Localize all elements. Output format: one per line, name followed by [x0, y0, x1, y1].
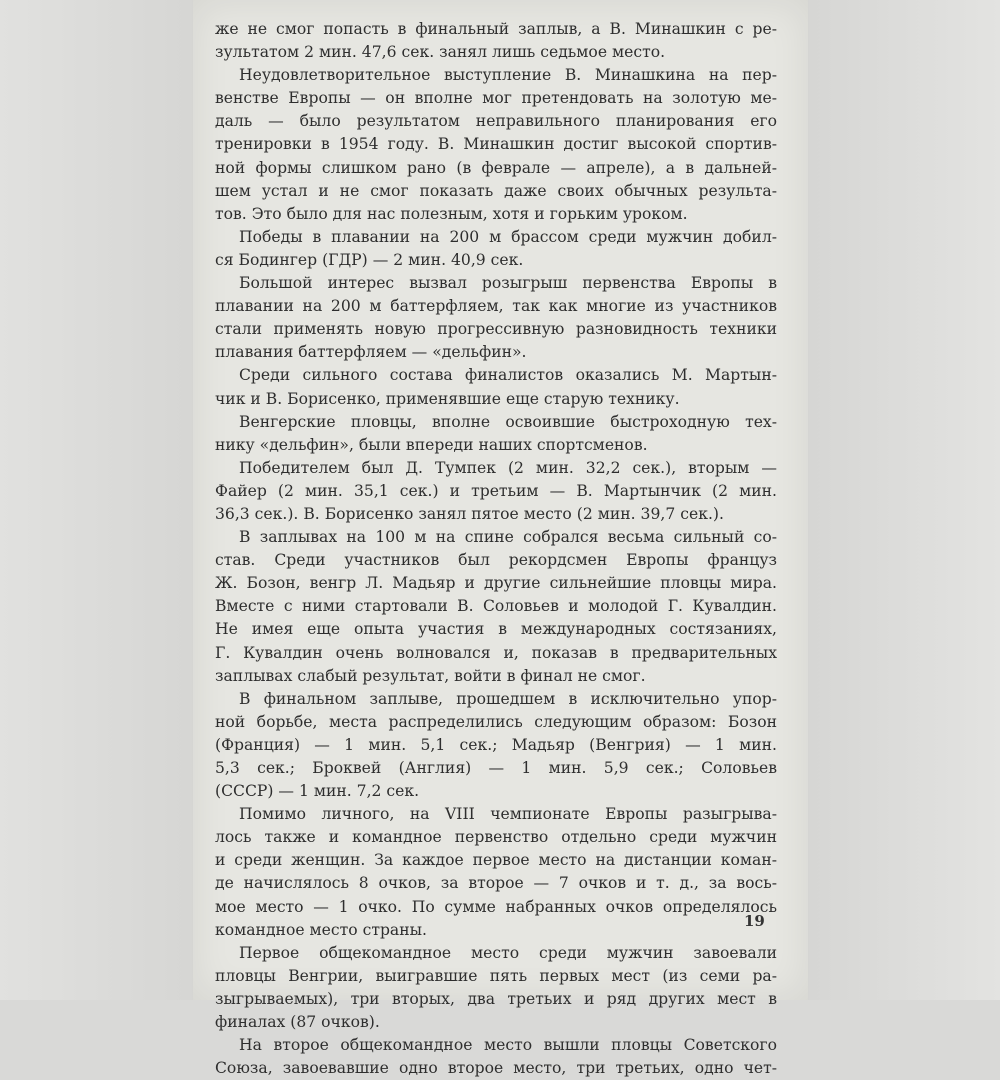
text-line: плавании на 200 м баттерфляем, так как многие из участников — [215, 297, 777, 316]
text-line: На второе общекомандное место вышли пловцы Советского — [239, 1036, 777, 1055]
text-line: (Франция) — 1 мин. 5,1 сек.; Мадьяр (Венгрия) — 1 мин. — [215, 735, 777, 754]
text-line: Помимо личного, на VIII чемпионате Европы разыгрыва- — [239, 805, 777, 824]
text-line: заплывах слабый результат, войти в финал не смог. — [215, 666, 646, 685]
text-line: шем устал и не смог показать даже своих обычных результа- — [215, 181, 777, 200]
text-line: лось также и командное первенство отдельно среди мужчин — [215, 828, 777, 847]
text-line: 36,3 сек.). В. Борисенко занял пятое место (2 мин. 39,7 сек.). — [215, 504, 724, 523]
text-line: ся Бодингер (ГДР) — 2 мин. 40,9 сек. — [215, 250, 524, 269]
text-line: ной формы слишком рано (в феврале — апреле), а в дальней- — [215, 158, 777, 177]
text-line: ной борьбе, места распределились следующим образом: Бозон — [215, 712, 777, 731]
text-line: же не смог попасть в финальный заплыв, а В. Минашкин с ре- — [215, 20, 777, 38]
text-line: венстве Европы — он вполне мог претендовать на золотую ме- — [215, 89, 777, 108]
text-line: мое место — 1 очко. По сумме набранных очков определялось — [215, 897, 777, 916]
text-line: Большой интерес вызвал розыгрыш первенства Европы в — [239, 274, 777, 293]
text-line: Победителем был Д. Тумпек (2 мин. 32,2 сек.), вторым — — [239, 458, 777, 477]
text-line: Файер (2 мин. 35,1 сек.) и третьим — В. Мартынчик (2 мин. — [215, 481, 777, 500]
text-line: Союза, завоевавшие одно второе место, три третьих, одно чет- — [215, 1059, 777, 1078]
text-line: Ж. Бозон, венгр Л. Мадьяр и другие сильнейшие пловцы мира. — [215, 574, 777, 593]
text-line: тов. Это было для нас полезным, хотя и горьким уроком. — [215, 204, 688, 223]
text-line: де начислялось 8 очков, за второе — 7 очков и т. д., за вось- — [215, 874, 777, 893]
text-line: Неудовлетворительное выступление В. Минашкина на пер- — [239, 66, 777, 85]
text-line: Г. Кувалдин очень волновался и, показав в предварительных — [215, 643, 777, 662]
text-line: пловцы Венгрии, выигравшие пять первых мест (из семи ра- — [215, 966, 777, 985]
text-line: плавания баттерфляем — «дельфин». — [215, 343, 527, 362]
text-line: Венгерские пловцы, вполне освоившие быстроходную тех- — [239, 412, 777, 431]
text-line: В финальном заплыве, прошедшем в исключительно упор- — [239, 689, 777, 708]
text-line: став. Среди участников был рекордсмен Европы француз — [215, 551, 777, 570]
text-line: В заплывах на 100 м на спине собрался весьма сильный со- — [239, 528, 777, 547]
text-line: даль — было результатом неправильного планирования его — [215, 112, 777, 131]
text-line: стали применять новую прогрессивную разновидность техники — [215, 320, 777, 339]
text-line: Вместе с ними стартовали В. Соловьев и молодой Г. Кувалдин. — [215, 597, 777, 616]
text-line: финалах (87 очков). — [215, 1013, 380, 1032]
text-line: (СССР) — 1 мин. 7,2 сек. — [215, 782, 420, 801]
text-line: Среди сильного состава финалистов оказались М. Мартын- — [239, 366, 777, 385]
text-line: командное место страны. — [215, 920, 427, 939]
text-line: 5,3 сек.; Броквей (Англия) — 1 мин. 5,9 сек.; Соловьев — [215, 759, 777, 777]
text-line: зыгрываемых), три вторых, два третьих и ряд других мест в — [215, 989, 777, 1008]
text-line: Не имея еще опыта участия в международных состязаниях, — [215, 620, 777, 639]
text-line: чик и В. Борисенко, применявшие еще старую технику. — [215, 389, 680, 408]
text-line: Первое общекомандное место среди мужчин завоевали — [239, 943, 777, 962]
text-line: и среди женщин. За каждое первое место на дистанции коман- — [215, 851, 777, 870]
body-text — [215, 18, 777, 1080]
text-line: зультатом 2 мин. 47,6 сек. занял лишь седьмое место. — [215, 43, 666, 62]
book-page — [193, 0, 808, 1078]
page-number: 19 — [744, 912, 765, 930]
text-line: тренировки в 1954 году. В. Минашкин достиг высокой спортив- — [215, 135, 777, 154]
text-line: нику «дельфин», были впереди наших спортсменов. — [215, 435, 648, 454]
text-line: Победы в плавании на 200 м брассом среди мужчин добил- — [239, 227, 777, 246]
